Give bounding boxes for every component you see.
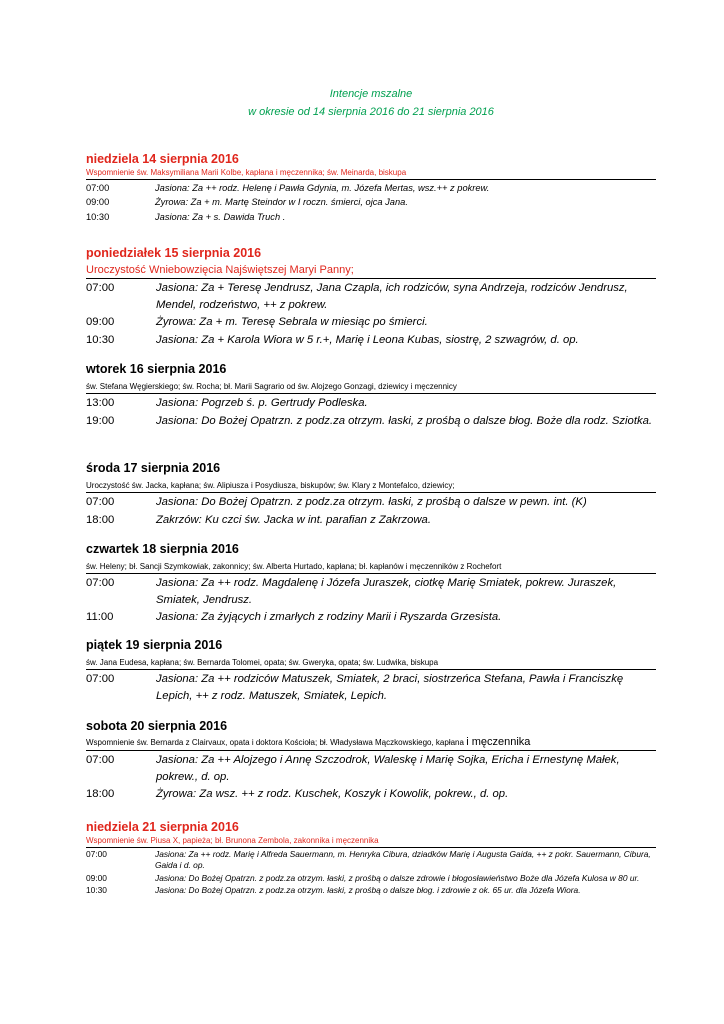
day-section: [86, 246, 656, 348]
mass-time: 07:00: [86, 849, 107, 859]
day-subtitle: [86, 736, 656, 751]
day-subtitle: Wspomnienie św. Maksymiliana Marii Kolbe, kapłana i męczennika; św. Meinarda, biskupa: [86, 167, 656, 180]
mass-intention: Jasiona: Za ++ rodziców Matuszek, Smiatek, 2 braci, siostrzeńca Stefana, Pawła i Franciszkę Lepich, ++ z rodz. Matuszek, Smiatek, Lepich.: [156, 673, 624, 702]
day-title: piątek 19 sierpnia 2016: [86, 638, 223, 652]
mass-intention: Jasiona: Do Bożej Opatrzn. z podz.za otrzym. łaski, z prośbą o dalsze w pewn. int. (K): [156, 496, 587, 508]
title-line-2: w okresie od 14 sierpnia 2016 do 21 sierpnia 2016: [248, 106, 494, 118]
day-section: [86, 638, 656, 704]
mass-time: 18:00: [86, 788, 115, 800]
mass-time: 13:00: [86, 397, 115, 409]
mass-time: 09:00: [86, 197, 110, 208]
mass-time: 07:00: [86, 496, 115, 508]
mass-row: [86, 211, 656, 223]
mass-time: 07:00: [86, 577, 115, 589]
mass-row: [86, 752, 656, 785]
day-title: sobota 20 sierpnia 2016: [86, 719, 228, 733]
mass-time: 07:00: [86, 282, 115, 294]
mass-time: 11:00: [86, 611, 114, 623]
day-subtitle: św. Jana Eudesa, kapłana; św. Bernarda Tolomei, opata; św. Gweryka, opata; św. Ludwika, biskupa: [86, 657, 656, 670]
mass-time: 07:00: [86, 183, 110, 193]
day-section: [86, 820, 656, 897]
day-subtitle-tail: i męczennika: [466, 736, 531, 748]
mass-row: [86, 512, 656, 529]
day-title: niedziela 14 sierpnia 2016: [86, 152, 239, 166]
day-subtitle: Uroczystość Wniebowzięcia Najświętszej Maryi Panny;: [86, 263, 656, 279]
mass-intention: Jasiona: Do Bożej Opatrzn. z podz.za otrzym. łaski, z prośbą o dalsze błog. i zdrowie z ok. 65 ur. dla Józefa Wiora.: [155, 885, 581, 896]
mass-intention: Jasiona: Do Bożej Opatrzn. z podz.za otrzym. łaski, z prośbą o dalsze zdrowie i błogosławieństwo Boże dla Józefa Kulosa w 80 ur.: [155, 872, 640, 883]
mass-time: 10:30: [86, 211, 110, 222]
mass-intention: Jasiona: Za ++ rodz. Helenę i Pawła Gdynia, m. Józefa Mertas, wsz.++ z pokrew.: [155, 183, 490, 193]
mass-row: [86, 314, 656, 331]
mass-time: 10:30: [86, 333, 115, 346]
mass-intention: Żyrowa: Za + m. Teresę Sebrala w miesiąc po śmierci.: [156, 316, 428, 328]
mass-row: [86, 196, 656, 208]
mass-intention: Jasiona: Za + s. Dawida Truch .: [155, 211, 286, 222]
day-subtitle: św. Heleny; bł. Sancji Szymkowiak, zakonnicy; św. Alberta Hurtado, kapłana; bł. kapłanów i męczenników z Rochefort: [86, 561, 656, 574]
mass-row: [86, 671, 656, 704]
mass-row: [86, 395, 656, 412]
title-line-1: Intencje mszalne: [329, 88, 413, 100]
mass-time: 19:00: [86, 414, 115, 427]
day-section: [86, 362, 656, 429]
mass-intention: Żyrowa: Za wsz. ++ z rodz. Kuschek, Koszyk i Kowolik, pokrew., d. op.: [156, 788, 509, 800]
mass-row: [86, 575, 656, 608]
mass-row: [86, 280, 656, 313]
mass-row: [86, 182, 656, 194]
mass-row: [86, 849, 656, 872]
day-title: wtorek 16 sierpnia 2016: [86, 362, 227, 376]
mass-row: [86, 873, 656, 884]
mass-intention: Zakrzów: Ku czci św. Jacka w int. parafian z Zakrzowa.: [156, 513, 431, 526]
day-title: czwartek 18 sierpnia 2016: [86, 542, 239, 556]
day-title: niedziela 21 sierpnia 2016: [86, 820, 239, 834]
mass-intention: Jasiona: Pogrzeb ś. p. Gertrudy Podleska.: [156, 397, 368, 409]
day-title: środa 17 sierpnia 2016: [86, 461, 221, 475]
mass-row: [86, 413, 656, 430]
day-section: [86, 152, 656, 223]
document-title: [86, 86, 656, 120]
mass-intention: Jasiona: Za + Teresę Jendrusz, Jana Czapla, ich rodziców, syna Andrzeja, rodziców Jendrusz, Mendel, rodzeństwo, ++ z pokrew.: [156, 282, 628, 311]
mass-time: 07:00: [86, 673, 115, 685]
mass-intention: Jasiona: Za ++ rodz. Magdalenę i Józefa Juraszek, ciotkę Marię Smiatek, pokrew. Juraszek, Smiatek, Jendrusz.: [156, 577, 617, 606]
mass-intention: Jasiona: Za ++ Alojzego i Annę Szczodrok, Waleskę i Marię Sojka, Ericha i Ernestynę Małek, pokrew., d. op.: [156, 754, 620, 783]
day-section: [86, 542, 656, 626]
day-subtitle: św. Stefana Węgierskiego; św. Rocha; bł. Marii Sagrario od św. Alojzego Gonzagi, dziewicy i męczennicy: [86, 381, 656, 394]
day-section: [86, 461, 656, 528]
mass-intention: Jasiona: Za żyjących i zmarłych z rodziny Marii i Ryszarda Grzesista.: [156, 611, 502, 623]
day-subtitle: Uroczystość św. Jacka, kapłana; św. Alipiusza i Posydiusza, biskupów; św. Klary z Montefalco, dziewicy;: [86, 480, 656, 493]
mass-row: [86, 332, 656, 349]
mass-time: 10:30: [86, 885, 107, 896]
mass-intention: Jasiona: Za ++ rodz. Marię i Alfreda Sauermann, m. Henryka Cibura, dziadków Marię i Augusta Gaida, ++ z pokr. Sauermann, Cibura, Gaida i d. op.: [155, 849, 651, 871]
mass-intention: Żyrowa: Za + m. Martę Steindor w I roczn. śmierci, ojca Jana.: [155, 197, 408, 208]
mass-row: [86, 609, 656, 626]
mass-row: [86, 494, 656, 511]
day-subtitle: Wspomnienie św. Piusa X, papieża; bł. Brunona Zembola, zakonnika i męczennika: [86, 835, 656, 848]
mass-row: [86, 786, 656, 803]
mass-time: 09:00: [86, 872, 107, 883]
mass-intention: Jasiona: Do Bożej Opatrzn. z podz.za otrzym. łaski, z prośbą o dalsze błog. Boże dla rodz. Sziotka.: [156, 414, 653, 427]
mass-time: 07:00: [86, 754, 115, 766]
day-section: [86, 719, 656, 803]
mass-time: 18:00: [86, 513, 115, 526]
mass-row: [86, 885, 656, 896]
day-subtitle-main: Wspomnienie św. Bernarda z Clairvaux, opata i doktora Kościoła; bł. Władysława Mączkowskiego, kapłana: [86, 738, 467, 747]
mass-intention: Jasiona: Za + Karola Wiora w 5 r.+, Marię i Leona Kubas, siostrę, 2 szwagrów, d. op.: [156, 333, 579, 346]
day-title: poniedziałek 15 sierpnia 2016: [86, 246, 262, 260]
mass-time: 09:00: [86, 316, 115, 328]
